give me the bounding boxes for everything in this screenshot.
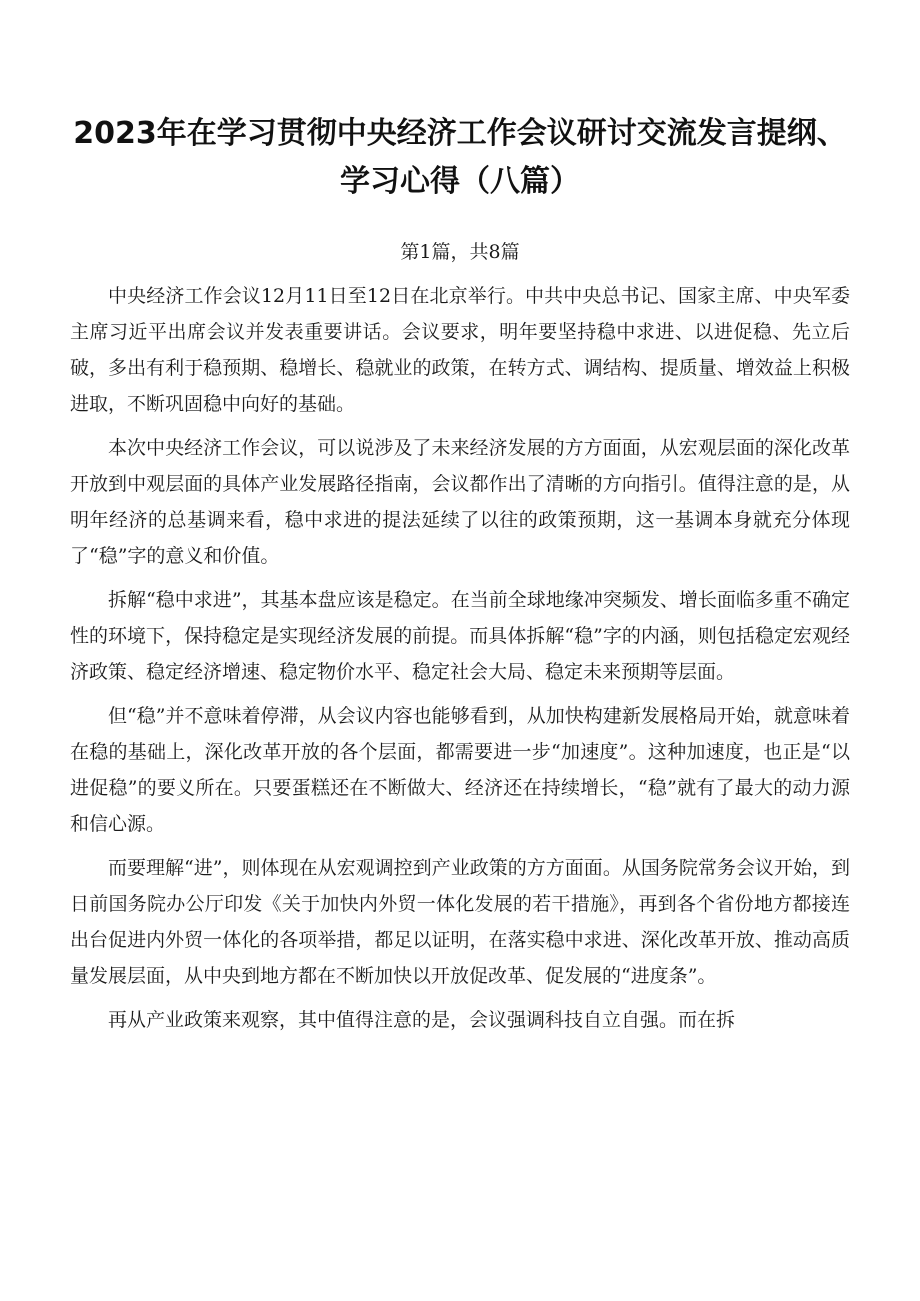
paragraph: 中央经济工作会议12月11日至12日在北京举行。中共中央总书记、国家主席、中央军委主席习近平出席会议并发表重要讲话。会议要求，明年要坚持稳中求进、以进促稳、先立后破，多出有利于稳预期、稳增长、稳就业的政策，在转方式、调结构、提质量、增效益上积极进取，不断巩固稳中向好的基础。 bbox=[70, 285, 850, 415]
paragraph: 而要理解“进”，则体现在从宏观调控到产业政策的方方面面。从国务院常务会议开始，到日前国务院办公厅印发《关于加快内外贸一体化发展的若干措施》，再到各个省份地方都接连出台促进内外贸一体化的各项举措，都足以证明，在落实稳中求进、深化改革开放、推动高质量发展层面，从中央到地方都在不断加快以开放促改革、促发展的“进度条”。 bbox=[70, 857, 850, 987]
paragraph: 本次中央经济工作会议，可以说涉及了未来经济发展的方方面面，从宏观层面的深化改革开放到中观层面的具体产业发展路径指南，会议都作出了清晰的方向指引。值得注意的是，从明年经济的总基调来看，稳中求进的提法延续了以往的政策预期，这一基调本身就充分体现了“稳”字的意义和价值。 bbox=[70, 437, 850, 567]
document-title: 2023年在学习贯彻中央经济工作会议研讨交流发言提纲、学习心得（八篇） bbox=[73, 116, 847, 199]
section-label: 第1篇，共8篇 bbox=[400, 241, 520, 263]
paragraph: 拆解“稳中求进”，其基本盘应该是稳定。在当前全球地缘冲突频发、增长面临多重不确定性的环境下，保持稳定是实现经济发展的前提。而具体拆解“稳”字的内涵，则包括稳定宏观经济政策、稳定经济增速、稳定物价水平、稳定社会大局、稳定未来预期等层面。 bbox=[70, 589, 850, 683]
document-body bbox=[70, 278, 850, 1046]
paragraph: 再从产业政策来观察，其中值得注意的是，会议强调科技自立自强。而在拆 bbox=[108, 1009, 736, 1031]
paragraph: 但“稳”并不意味着停滞，从会议内容也能够看到，从加快构建新发展格局开始，就意味着在稳的基础上，深化改革开放的各个层面，都需要进一步“加速度”。这种加速度，也正是“以进促稳”的要义所在。只要蛋糕还在不断做大、经济还在持续增长，“稳”就有了最大的动力源和信心源。 bbox=[70, 705, 850, 835]
